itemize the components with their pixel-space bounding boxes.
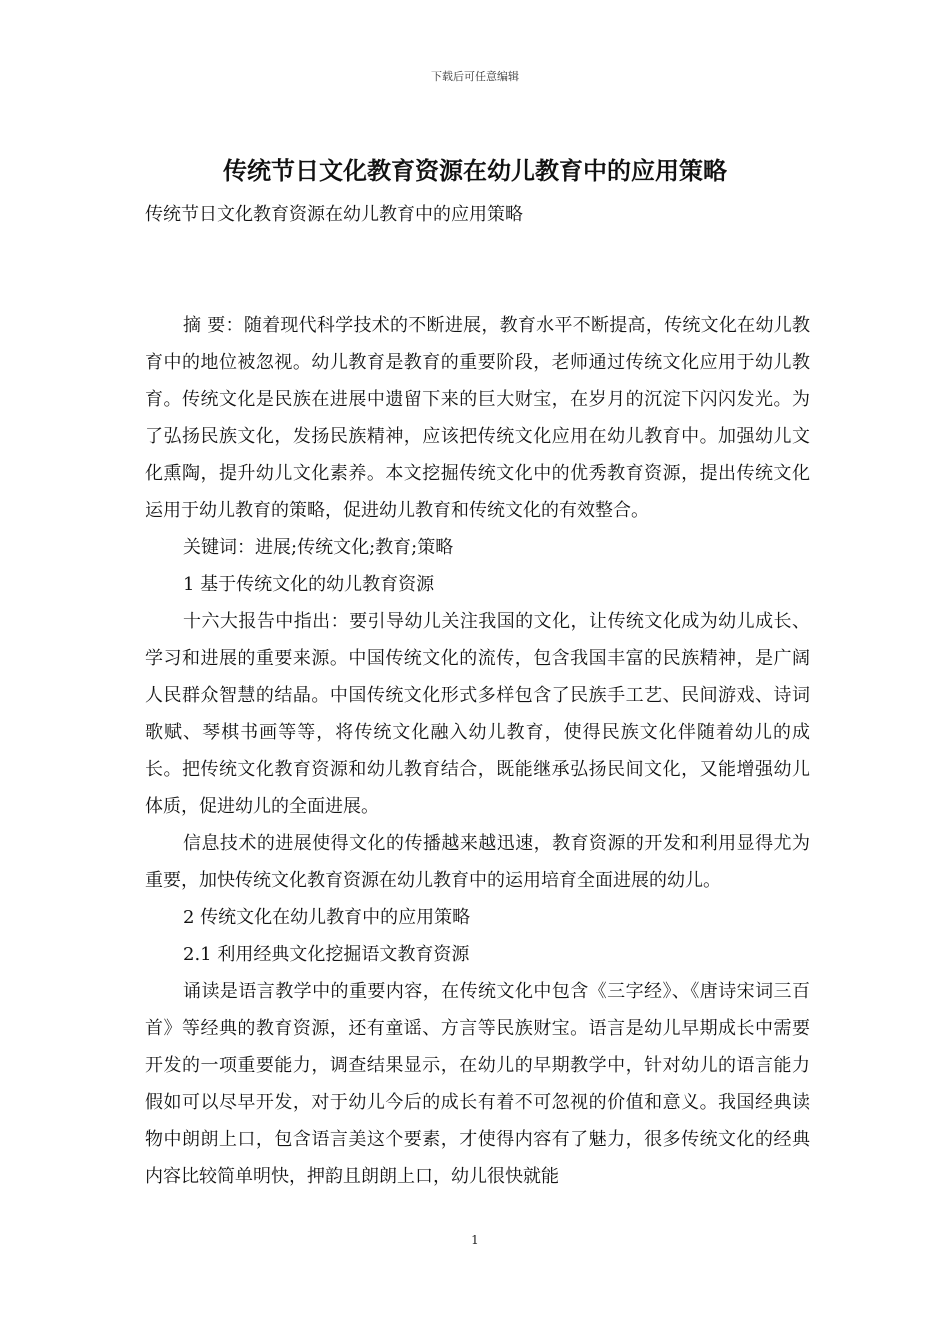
section-1-paragraph-1: 十六大报告中指出：要引导幼儿关注我国的文化，让传统文化成为幼儿成长、学习和进展的重要来源。中国传统文化的流传，包含我国丰富的民族精神，是广阔人民群众智慧的结晶。中国传统文化形式多样包含了民族手工艺、民间游戏、诗词歌赋、琴棋书画等等，将传统文化融入幼儿教育，使得民族文化伴随着幼儿的成长。把传统文化教育资源和幼儿教育结合，既能继承弘扬民间文化，又能增强幼儿体质，促进幼儿的全面进展。 <box>145 611 810 817</box>
section-1-paragraph-2: 信息技术的进展使得文化的传播越来越迅速，教育资源的开发和利用显得尤为重要，加快传统文化教育资源在幼儿教育中的运用培育全面进展的幼儿。 <box>145 833 810 891</box>
abstract-paragraph: 摘 要：随着现代科学技术的不断进展，教育水平不断提高，传统文化在幼儿教育中的地位被忽视。幼儿教育是教育的重要阶段，老师通过传统文化应用于幼儿教育。传统文化是民族在进展中遗留下来的巨大财宝，在岁月的沉淀下闪闪发光。为了弘扬民族文化，发扬民族精神，应该把传统文化应用在幼儿教育中。加强幼儿文化熏陶，提升幼儿文化素养。本文挖掘传统文化中的优秀教育资源，提出传统文化运用于幼儿教育的策略，促进幼儿教育和传统文化的有效整合。 <box>145 315 810 521</box>
page-number: 1 <box>471 1233 479 1247</box>
header-note: 下载后可任意编辑 <box>431 70 519 83</box>
section-1-heading: 1 基于传统文化的幼儿教育资源 <box>183 574 435 595</box>
section-2-1-heading: 2.1 利用经典文化挖掘语文教育资源 <box>183 944 470 965</box>
document-title: 传统节日文化教育资源在幼儿教育中的应用策略 <box>223 157 727 185</box>
document-body <box>145 196 810 1195</box>
blank-space <box>145 233 810 307</box>
document-subtitle: 传统节日文化教育资源在幼儿教育中的应用策略 <box>145 204 523 225</box>
section-2-1-paragraph-1: 诵读是语言教学中的重要内容，在传统文化中包含《三字经》、《唐诗宋词三百首》等经典的教育资源，还有童谣、方言等民族财宝。语言是幼儿早期成长中需要开发的一项重要能力，调查结果显示，在幼儿的早期教学中，针对幼儿的语言能力假如可以尽早开发，对于幼儿今后的成长有着不可忽视的价值和意义。我国经典读物中朗朗上口，包含语言美这个要素，才使得内容有了魅力，很多传统文化的经典内容比较简单明快，押韵且朗朗上口，幼儿很快就能 <box>145 981 810 1187</box>
section-2-heading: 2 传统文化在幼儿教育中的应用策略 <box>183 907 471 928</box>
keywords-line: 关键词：进展;传统文化;教育;策略 <box>183 537 454 558</box>
